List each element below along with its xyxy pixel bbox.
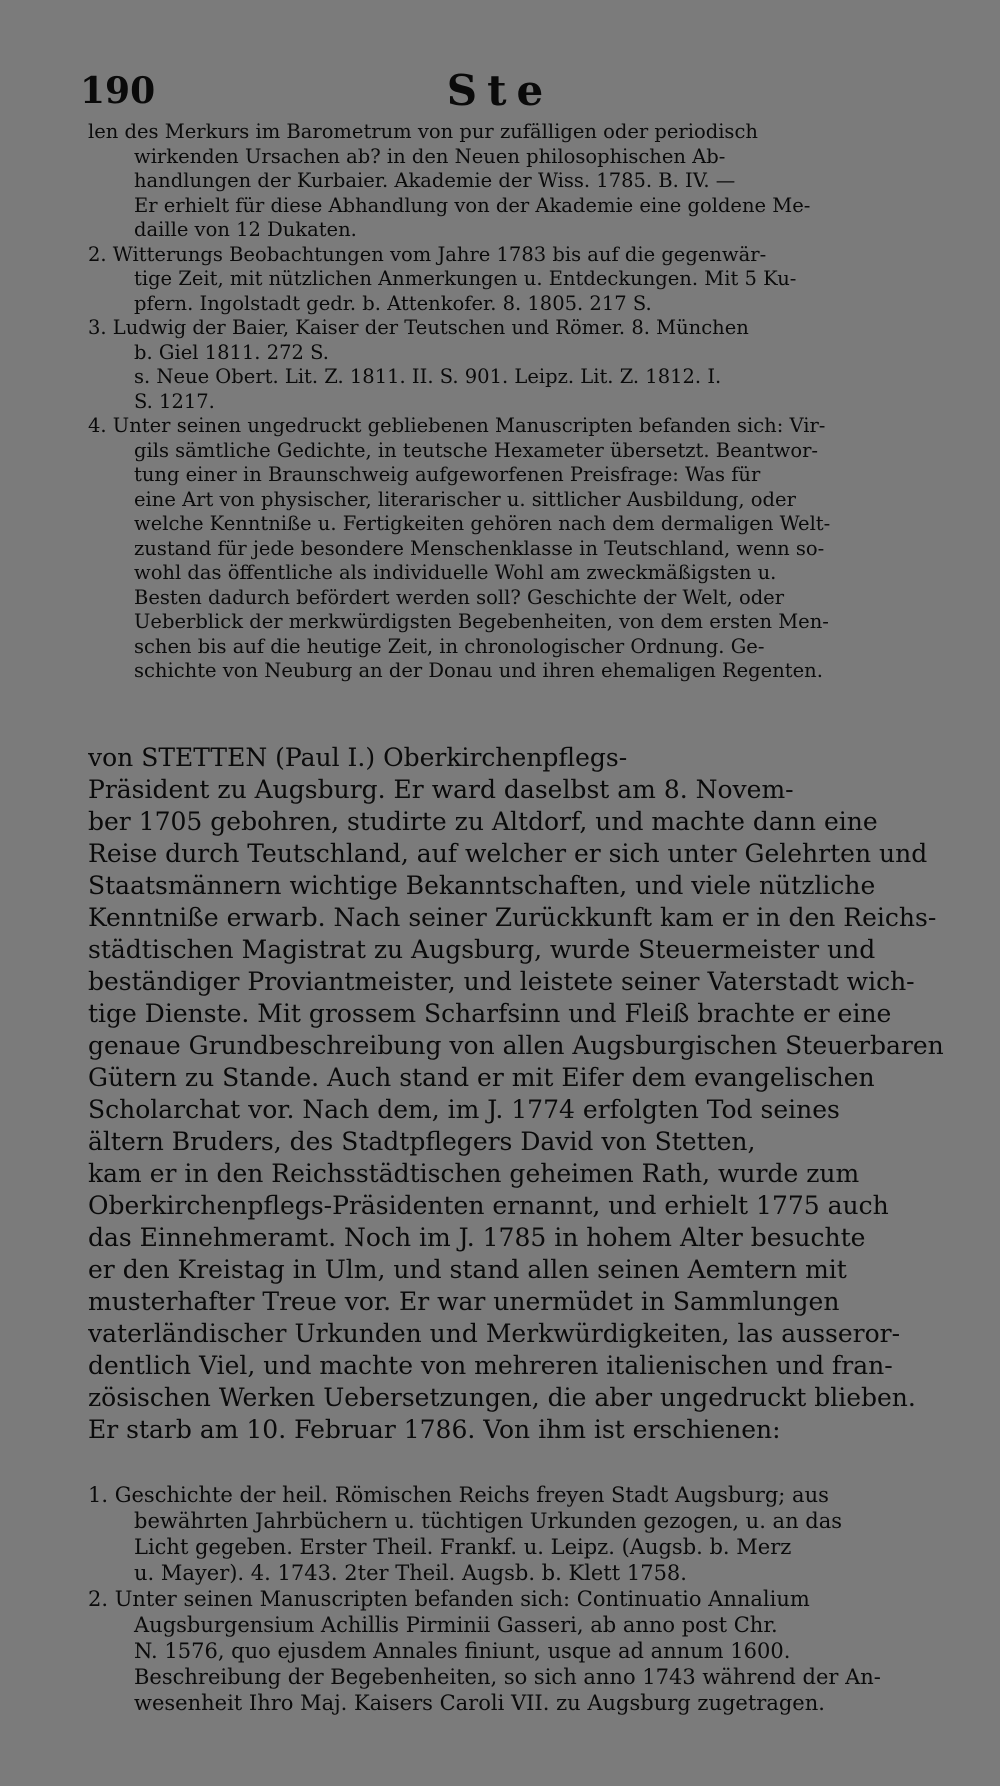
text-line bbox=[88, 742, 948, 774]
line-text: Gütern zu Stande. Auch stand er mit Eifer dem evangelischen bbox=[88, 1063, 875, 1092]
line-text: welche Kenntniße u. Fertigkeiten gehören nach dem dermaligen Welt- bbox=[134, 512, 831, 535]
text-line bbox=[88, 1664, 948, 1690]
text-line bbox=[88, 934, 948, 966]
line-text: vaterländischer Urkunden und Merkwürdigkeiten, las ausseror- bbox=[88, 1319, 901, 1348]
line-text: b. Giel 1811. 272 S. bbox=[134, 340, 329, 364]
text-line bbox=[88, 838, 948, 870]
text-line bbox=[88, 806, 948, 838]
text-line bbox=[88, 998, 948, 1030]
line-text: u. Mayer). 4. 1743. 2ter Theil. Augsb. b. Klett 1758. bbox=[134, 1561, 687, 1585]
works-list-stetten bbox=[88, 1482, 948, 1716]
text-line bbox=[88, 659, 948, 684]
line-text: Licht gegeben. Erster Theil. Frankf. u. Leipz. (Augsb. b. Merz bbox=[134, 1535, 792, 1559]
line-text: das Einnehmeramt. Noch im J. 1785 in hohem Alter besuchte bbox=[88, 1223, 866, 1252]
text-line bbox=[88, 463, 948, 488]
line-text: beständiger Proviantmeister, und leistete seiner Vaterstadt wich- bbox=[88, 967, 915, 996]
text-line bbox=[88, 966, 948, 998]
line-text: städtischen Magistrat zu Augsburg, wurde Steuermeister und bbox=[88, 935, 876, 964]
line-text: daille von 12 Dukaten. bbox=[134, 218, 357, 241]
line-text: handlungen der Kurbaier. Akademie der Wiss. 1785. B. IV. — bbox=[134, 169, 736, 192]
line-text: gils sämtliche Gedichte, in teutsche Hexameter übersetzt. Beantwor- bbox=[134, 438, 819, 462]
line-text: Kenntniße erwarb. Nach seiner Zurückkunft kam er in den Reichs- bbox=[88, 903, 937, 932]
line-text: pfern. Ingolstadt gedr. b. Attenkofer. 8. 1805. 217 S. bbox=[134, 291, 652, 315]
line-text: Augsburgensium Achillis Pirminii Gasseri, ab anno post Chr. bbox=[134, 1613, 778, 1637]
line-text: wirkenden Ursachen ab? in den Neuen philosophischen Ab- bbox=[134, 144, 726, 168]
line-text: S. 1217. bbox=[134, 389, 215, 413]
text-line bbox=[88, 1414, 948, 1446]
line-text: Besten dadurch befördert werden soll? Geschichte der Welt, oder bbox=[134, 585, 785, 609]
text-line bbox=[88, 1612, 948, 1638]
line-text: 2. Unter seinen Manuscripten befanden sich: Continuatio Annalium bbox=[88, 1587, 810, 1611]
line-text: schen bis auf die heutige Zeit, in chronologischer Ordnung. Ge- bbox=[134, 634, 765, 658]
text-line bbox=[88, 1094, 948, 1126]
line-text: Er erhielt für diese Abhandlung von der Akademie eine goldene Me- bbox=[134, 193, 811, 217]
line-text: schichte von Neuburg an der Donau und ihren ehemaligen Regenten. bbox=[134, 659, 823, 682]
line-text: tung einer in Braunschweig aufgeworfenen Preisfrage: Was für bbox=[134, 463, 761, 486]
text-line bbox=[88, 1030, 948, 1062]
text-line bbox=[88, 292, 948, 317]
line-text: Reise durch Teutschland, auf welcher er sich unter Gelehrten und bbox=[88, 839, 928, 868]
text-line bbox=[88, 390, 948, 415]
line-text: wesenheit Ihro Maj. Kaisers Caroli VII. zu Augsburg zugetragen. bbox=[134, 1691, 825, 1715]
line-text: eine Art von physischer, literarischer u. sittlicher Ausbildung, oder bbox=[134, 487, 796, 511]
text-line bbox=[88, 488, 948, 513]
line-text: 1. Geschichte der heil. Römischen Reichs freyen Stadt Augsburg; aus bbox=[88, 1483, 829, 1507]
text-line bbox=[88, 218, 948, 243]
line-text: von STETTEN (Paul I.) Oberkirchenpflegs- bbox=[88, 743, 628, 772]
text-line bbox=[88, 870, 948, 902]
line-text: Oberkirchenpflegs-Präsidenten ernannt, und erhielt 1775 auch bbox=[88, 1191, 889, 1220]
text-line bbox=[88, 1586, 948, 1612]
line-text: tige Zeit, mit nützlichen Anmerkungen u. Entdeckungen. Mit 5 Ku- bbox=[134, 267, 797, 290]
text-line bbox=[88, 1508, 948, 1534]
running-head: Ste bbox=[446, 66, 554, 115]
text-line bbox=[88, 610, 948, 635]
text-line bbox=[88, 120, 948, 145]
line-text: ältern Bruders, des Stadtpflegers David von Stetten, bbox=[88, 1127, 756, 1156]
text-line bbox=[88, 414, 948, 439]
text-line bbox=[88, 537, 948, 562]
line-text: 4. Unter seinen ungedruckt gebliebenen Manuscripten befanden sich: Vir- bbox=[88, 414, 826, 437]
text-line bbox=[88, 1350, 948, 1382]
text-line bbox=[88, 243, 948, 268]
text-line bbox=[88, 1638, 948, 1664]
text-line bbox=[88, 1690, 948, 1716]
text-line bbox=[88, 267, 948, 292]
text-line bbox=[88, 1318, 948, 1350]
text-line bbox=[88, 1126, 948, 1158]
page-number: 190 bbox=[80, 70, 156, 112]
text-line bbox=[88, 316, 948, 341]
line-text: Er starb am 10. Februar 1786. Von ihm ist erschienen: bbox=[88, 1415, 781, 1444]
text-line bbox=[88, 194, 948, 219]
text-line bbox=[88, 774, 948, 806]
line-text: zustand für jede besondere Menschenklasse in Teutschland, wenn so- bbox=[134, 536, 825, 560]
line-text: 2. Witterungs Beobachtungen vom Jahre 1783 bis auf die gegenwär- bbox=[88, 242, 767, 266]
line-text: genaue Grundbeschreibung von allen Augsburgischen Steuerbaren bbox=[88, 1031, 944, 1060]
text-line bbox=[88, 1534, 948, 1560]
line-text: tige Dienste. Mit grossem Scharfsinn und Fleiß brachte er eine bbox=[88, 999, 892, 1028]
text-line bbox=[88, 512, 948, 537]
line-text: Staatsmännern wichtige Bekanntschaften, und viele nützliche bbox=[88, 871, 876, 900]
line-text: len des Merkurs im Barometrum von pur zufälligen oder periodisch bbox=[88, 120, 758, 143]
line-text: Präsident zu Augsburg. Er ward daselbst am 8. Novem- bbox=[88, 775, 794, 804]
line-text: wohl das öffentliche als individuelle Wohl am zweckmäßigsten u. bbox=[134, 561, 777, 584]
line-text: Beschreibung der Begebenheiten, so sich anno 1743 während der An- bbox=[134, 1665, 881, 1689]
text-line bbox=[88, 902, 948, 934]
line-text: zösischen Werken Uebersetzungen, die aber ungedruckt blieben. bbox=[88, 1383, 916, 1412]
text-line bbox=[88, 635, 948, 660]
text-line bbox=[88, 1062, 948, 1094]
biography-entry-stetten bbox=[88, 742, 948, 1446]
text-line bbox=[88, 169, 948, 194]
text-line bbox=[88, 1254, 948, 1286]
line-text: s. Neue Obert. Lit. Z. 1811. II. S. 901. Leipz. Lit. Z. 1812. I. bbox=[134, 365, 722, 388]
text-line bbox=[88, 1222, 948, 1254]
text-line bbox=[88, 1286, 948, 1318]
line-text: N. 1576, quo ejusdem Annales finiunt, usque ad annum 1600. bbox=[134, 1639, 791, 1663]
text-line bbox=[88, 365, 948, 390]
line-text: kam er in den Reichsstädtischen geheimen Rath, wurde zum bbox=[88, 1159, 860, 1188]
text-line bbox=[88, 1158, 948, 1190]
text-line bbox=[88, 1190, 948, 1222]
text-line bbox=[88, 439, 948, 464]
line-text: musterhafter Treue vor. Er war unermüdet in Sammlungen bbox=[88, 1287, 840, 1316]
line-text: dentlich Viel, und machte von mehreren italienischen und fran- bbox=[88, 1351, 893, 1380]
line-text: 3. Ludwig der Baier, Kaiser der Teutschen und Römer. 8. München bbox=[88, 316, 749, 339]
line-text: bewährten Jahrbüchern u. tüchtigen Urkunden gezogen, u. an das bbox=[134, 1509, 843, 1533]
text-line bbox=[88, 1482, 948, 1508]
line-text: ber 1705 gebohren, studirte zu Altdorf, und machte dann eine bbox=[88, 807, 878, 836]
text-line bbox=[88, 341, 948, 366]
page-header bbox=[0, 66, 1000, 120]
line-text: Scholarchat vor. Nach dem, im J. 1774 erfolgten Tod seines bbox=[88, 1095, 840, 1124]
text-line bbox=[88, 561, 948, 586]
continued-bibliography bbox=[88, 120, 948, 684]
line-text: Ueberblick der merkwürdigsten Begebenheiten, von dem ersten Men- bbox=[134, 610, 829, 633]
text-line bbox=[88, 1560, 948, 1586]
text-line bbox=[88, 145, 948, 170]
line-text: er den Kreistag in Ulm, und stand allen seinen Aemtern mit bbox=[88, 1255, 847, 1284]
text-line bbox=[88, 586, 948, 611]
text-line bbox=[88, 1382, 948, 1414]
